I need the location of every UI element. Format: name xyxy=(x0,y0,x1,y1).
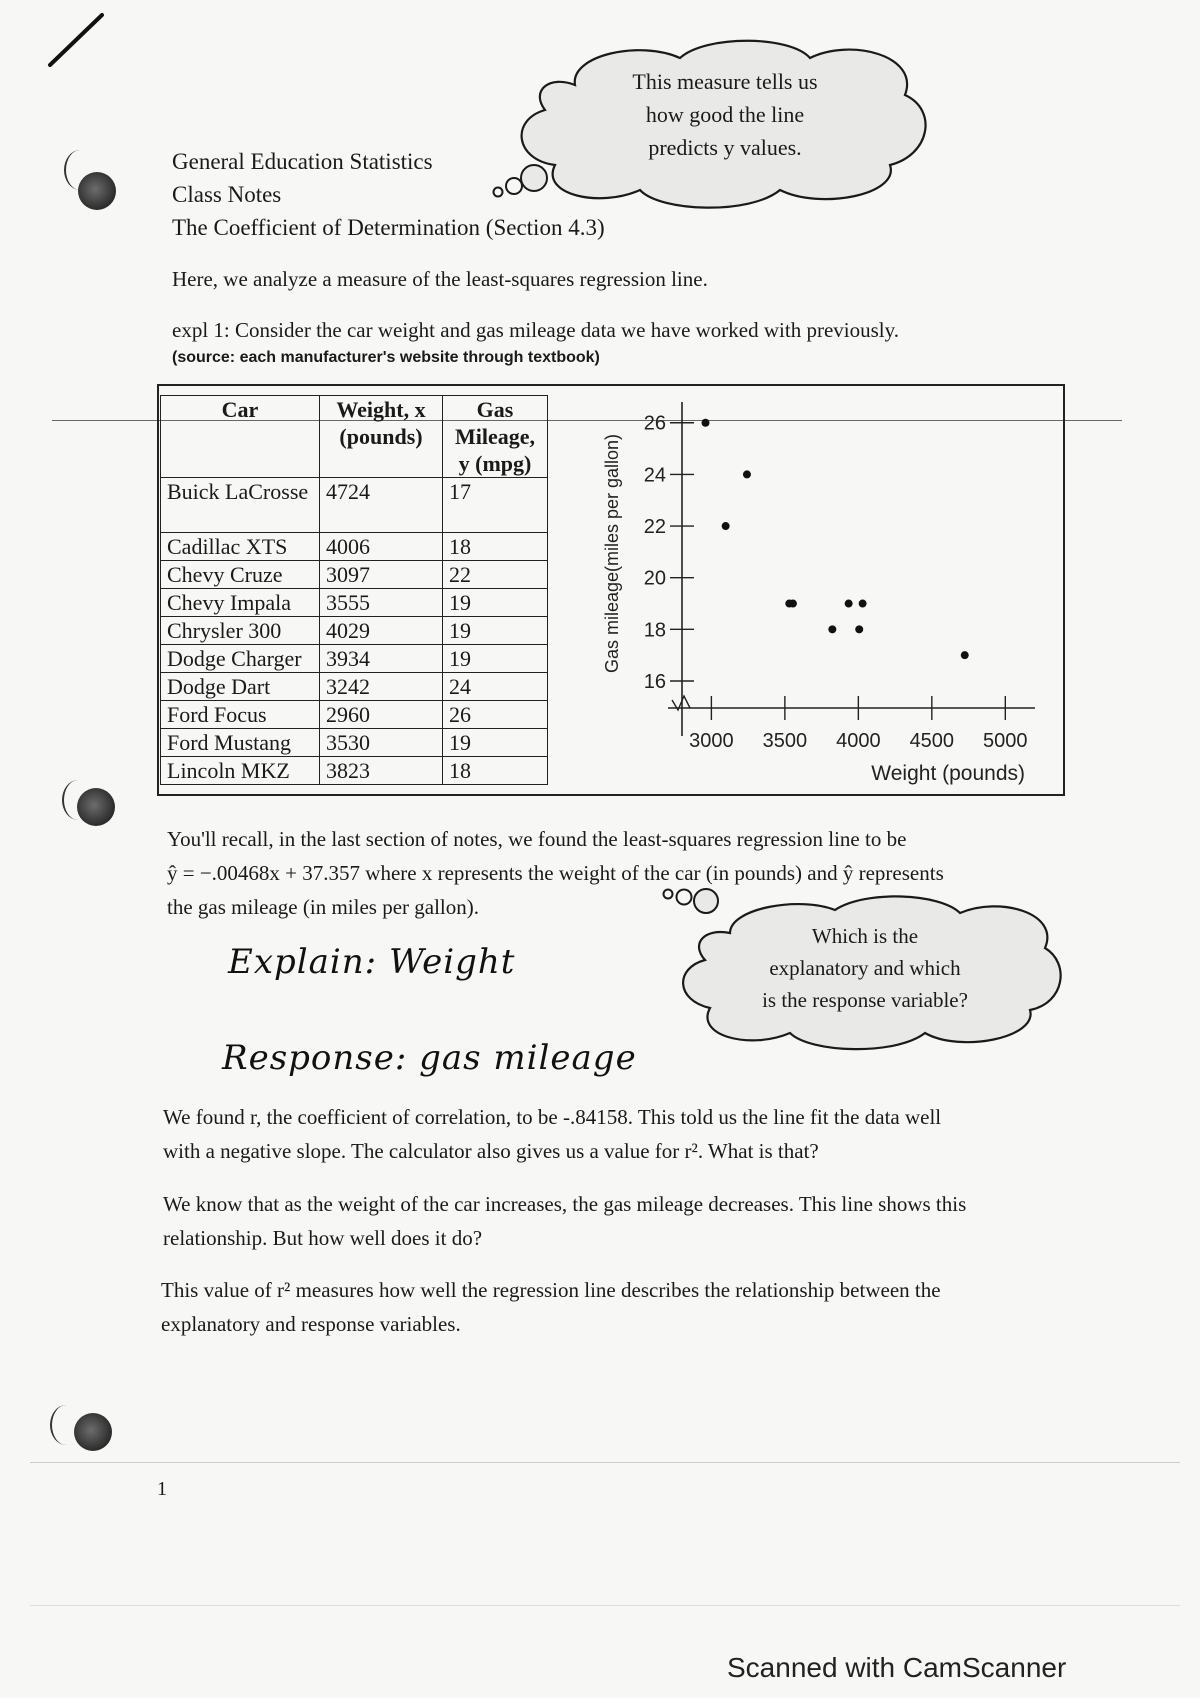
cloud-middle-line2: explanatory and which xyxy=(769,956,961,980)
cell-car: Chevy Impala xyxy=(161,589,320,617)
course-title: General Education Statistics xyxy=(172,149,433,174)
x-tick-label: 4500 xyxy=(909,730,955,752)
cell-weight: 4006 xyxy=(320,533,443,561)
paragraph-correlation xyxy=(163,1100,1163,1168)
data-point xyxy=(855,625,863,633)
data-point xyxy=(702,419,710,427)
table-row xyxy=(161,617,548,645)
x-axis-label: Weight (pounds) xyxy=(871,762,1025,785)
intro-text: Here, we analyze a measure of the least-squares regression line. xyxy=(172,267,708,291)
cell-mpg: 19 xyxy=(443,729,548,757)
cloud-top-line3: predicts y values. xyxy=(648,135,802,160)
cell-mpg: 19 xyxy=(443,589,548,617)
recall-line2: ŷ = −.00468x + 37.357 where x represents the weight of the car (in pounds) and ŷ represents xyxy=(167,861,944,885)
cloud-top-line1: This measure tells us xyxy=(632,69,818,94)
paragraph-r-squared xyxy=(161,1273,1161,1341)
section-title: The Coefficient of Determination (Section 4.3) xyxy=(172,215,605,240)
table-row xyxy=(161,729,548,757)
binder-hole-ring-top xyxy=(64,150,96,190)
y-tick-label: 26 xyxy=(643,412,666,435)
scatter-plot xyxy=(590,390,1060,790)
data-point xyxy=(722,522,730,530)
cell-weight: 3555 xyxy=(320,589,443,617)
table-row xyxy=(161,478,548,533)
para2-line2: relationship. But how well does it do? xyxy=(163,1226,483,1250)
table-row xyxy=(161,701,548,729)
header-car: Car xyxy=(161,396,320,478)
example-source: (source: each manufacturer's website through textbook) xyxy=(172,349,600,366)
cell-weight: 4724 xyxy=(320,478,443,533)
y-tick-label: 18 xyxy=(643,619,666,642)
para2-line1: We know that as the weight of the car increases, the gas mileage decreases. This line shows this xyxy=(163,1192,967,1216)
recall-line1: You'll recall, in the last section of notes, we found the least-squares regression line to be xyxy=(167,827,907,851)
table-header-row xyxy=(161,396,548,478)
cell-car: Dodge Charger xyxy=(161,645,320,673)
cloud-middle-line3: is the response variable? xyxy=(762,988,968,1012)
x-tick-label: 3000 xyxy=(689,730,734,752)
bottom-edge-line xyxy=(30,1605,1180,1606)
para3-line2: explanatory and response variables. xyxy=(161,1312,461,1336)
cloud-top-line2: how good the line xyxy=(645,102,805,127)
cell-car: Ford Focus xyxy=(161,701,320,729)
cell-weight: 3934 xyxy=(320,645,443,673)
car-data-table xyxy=(160,395,548,785)
data-point xyxy=(845,600,853,608)
cell-car: Buick LaCrosse xyxy=(161,478,320,533)
camscanner-footer: Scanned with CamScanner xyxy=(727,1652,1067,1683)
cloud-middle-text xyxy=(730,920,1000,1016)
cell-mpg: 26 xyxy=(443,701,548,729)
cell-weight: 3097 xyxy=(320,561,443,589)
para1-line2: with a negative slope. The calculator also gives us a value for r². What is that? xyxy=(163,1139,819,1163)
header-mpg: Gas Mileage, y (mpg) xyxy=(443,396,548,478)
cell-mpg: 19 xyxy=(443,617,548,645)
cell-mpg: 19 xyxy=(443,645,548,673)
table-row xyxy=(161,589,548,617)
data-point xyxy=(743,470,751,478)
table-row xyxy=(161,757,548,785)
y-tick-label: 20 xyxy=(643,567,666,590)
cell-weight: 3530 xyxy=(320,729,443,757)
cell-car: Lincoln MKZ xyxy=(161,757,320,785)
cloud-top-text xyxy=(610,65,840,164)
header-weight: Weight, x (pounds) xyxy=(320,396,443,478)
x-tick-label: 5000 xyxy=(983,730,1028,752)
cell-car: Ford Mustang xyxy=(161,729,320,757)
table-row xyxy=(161,561,548,589)
cell-mpg: 17 xyxy=(443,478,548,533)
data-point xyxy=(859,600,867,608)
y-tick-label: 24 xyxy=(643,464,666,487)
cell-car: Cadillac XTS xyxy=(161,533,320,561)
table-row xyxy=(161,673,548,701)
binder-hole-ring-bottom xyxy=(50,1405,82,1445)
cloud-middle-line1: Which is the xyxy=(811,924,919,948)
para1-line1: We found r, the coefficient of correlation, to be -.84158. This told us the line fit the data well xyxy=(163,1105,942,1129)
table-row xyxy=(161,533,548,561)
bottom-scan-line xyxy=(30,1462,1180,1463)
example-title: expl 1: Consider the car weight and gas mileage data we have worked with previously. xyxy=(172,318,900,342)
paragraph-relationship xyxy=(163,1187,1163,1255)
para3-line1: This value of r² measures how well the regression line describes the relationship between the xyxy=(161,1278,941,1302)
binder-hole-ring-middle xyxy=(62,780,94,820)
cell-mpg: 24 xyxy=(443,673,548,701)
y-tick-label: 22 xyxy=(643,516,666,539)
y-axis-label: Gas mileage(miles per gallon) xyxy=(602,433,622,674)
pen-mark xyxy=(40,10,120,70)
x-tick-label: 3500 xyxy=(762,730,808,752)
cell-weight: 2960 xyxy=(320,701,443,729)
data-point xyxy=(961,651,969,659)
cell-weight: 3823 xyxy=(320,757,443,785)
handwritten-explanatory: Explain: Weight xyxy=(228,942,516,982)
page-number: 1 xyxy=(157,1478,167,1500)
cell-car: Chrysler 300 xyxy=(161,617,320,645)
x-tick-label: 4000 xyxy=(836,730,881,752)
notes-label: Class Notes xyxy=(172,182,282,207)
cell-mpg: 18 xyxy=(443,757,548,785)
table-row xyxy=(161,645,548,673)
cell-mpg: 22 xyxy=(443,561,548,589)
y-tick-label: 16 xyxy=(643,671,666,694)
cell-weight: 4029 xyxy=(320,617,443,645)
data-point xyxy=(785,600,793,608)
handwritten-response: Response: gas mileage xyxy=(222,1038,637,1078)
cell-mpg: 18 xyxy=(443,533,548,561)
cell-car: Dodge Dart xyxy=(161,673,320,701)
recall-line3: the gas mileage (in miles per gallon). xyxy=(167,895,479,919)
data-point xyxy=(828,625,836,633)
cell-weight: 3242 xyxy=(320,673,443,701)
cell-car: Chevy Cruze xyxy=(161,561,320,589)
